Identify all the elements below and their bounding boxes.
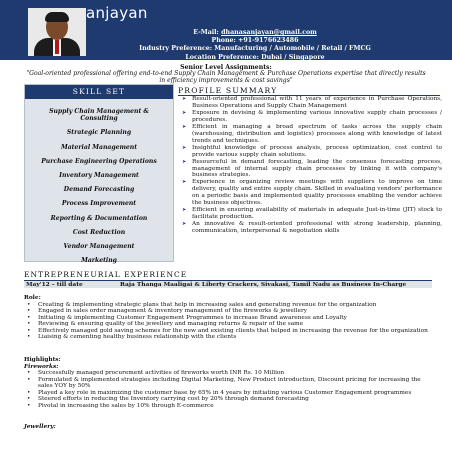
highlights-label: Highlights:	[24, 357, 61, 363]
skill-item: Demand Forecasting	[63, 186, 135, 194]
header-banner	[0, 0, 452, 60]
jewellery-section	[24, 424, 436, 431]
candidate-name: anjayan	[86, 4, 148, 22]
profile-summary-list	[182, 96, 442, 235]
profile-item: ➤ Result-oriented professional with 11 years of experience in Purchase Operations, Business Operations and Supply Chain Management	[182, 96, 442, 110]
skill-set-title: SKILL SET	[25, 85, 173, 99]
skill-item: Reporting & Documentation	[50, 214, 148, 222]
skill-item: Inventory Management	[59, 172, 139, 180]
profile-item: ➤ Resourceful in demand forecasting, leading the consensus forecasting process, management of internal supply chain processes by linking it with company's business strategies.	[182, 159, 442, 180]
role-label: Role:	[24, 295, 41, 301]
role-item: • Reviewing & ensuring quality of the jewellery and managing returns & repair of the same	[24, 321, 436, 328]
profile-item: ➤ Experience in organizing review meetings with suppliers to improve on time delivery, quality and entire supply chain. Skilled in evaluating vendors' performance on a periodic basis and implemented quality processes enabling the vendor achieve the business objectives.	[182, 179, 442, 207]
skill-item: Purchase Engineering Operations	[41, 157, 157, 165]
contact-block	[100, 29, 410, 62]
location-line: Location Preference: Dubai / Singapore	[185, 53, 325, 61]
profile-summary-title: PROFILE SUMMARY	[178, 86, 278, 95]
objective-statement: "Goal-oriented professional offering end-to-end Supply Chain Management & Purchase Operations expertise that directly results in efficiency improvements & cost savings"	[26, 70, 426, 85]
skill-item: Supply Chain Management & Consulting	[49, 108, 149, 123]
experience-header-bar	[24, 280, 432, 288]
industry-line: Industry Preference: Manufacturing / Automobile / Retail / FMCG	[139, 45, 371, 53]
email-link[interactable]: dhanasanjayan@gmail.com	[221, 29, 317, 36]
role-item: • Effectively managed gold saving schemes for the new and existing clients that helped in increasing the revenue for the organization	[24, 328, 436, 335]
profile-item: ➤ Exposure in devising & implementing various innovative supply chain processes / procedures.	[182, 110, 442, 124]
assignment-heading: Senior Level Assignments:	[180, 64, 272, 71]
experience-company: Raja Thanga Maaligai & Liberty Crackers, Sivakasi, Tamil Nadu as Business In-Charge	[120, 281, 407, 288]
phone-line: Phone: +91-9176623486	[211, 37, 299, 45]
highlight-item: • Played a key role in maximizing the customer base by 65% in 4 years by initiating various Customer Engagement programmes	[24, 390, 436, 397]
role-item: • Liaising & cementing healthy business relationship with the clients	[24, 334, 436, 341]
skill-item: Strategic Planning	[66, 129, 132, 137]
highlights-section	[24, 357, 436, 409]
experience-period: May'12 – till date	[26, 281, 83, 288]
skill-set-panel	[24, 84, 174, 265]
profile-photo	[28, 8, 86, 56]
experience-title: ENTREPRENEURIAL EXPERIENCE	[24, 270, 188, 279]
profile-item: ➤ Efficient in ensuring availability of materials in adequate Just-in-time (JIT) stock to facilitate production.	[182, 207, 442, 221]
highlight-item: • Successfully managed procurement activities of fireworks worth INR Rs. 10 Million	[24, 370, 436, 377]
role-item: • Creating & implementing strategic plans that help in increasing sales and generating revenue for the organization	[24, 302, 436, 309]
profile-item: ➤ Efficient in managing a broad spectrum of tasks across the supply chain (warehousing, distribution and logistics) processes along with knowledge of latest trends and techniques.	[182, 124, 442, 145]
role-section	[24, 295, 436, 341]
highlight-item: • Formulated & implemented strategies including Digital Marketing, New Product introduction, Discount pricing for increasing the sales YOY by 50%	[24, 377, 436, 390]
skill-item: Vendor Management	[63, 243, 135, 251]
profile-item: ➤ Insightful knowledge of process analysis, process optimization, cost control to provide various supply chain solutions.	[182, 145, 442, 159]
role-item: • Initiating & implementing Customer Engagement Programmes to increase Brand awareness and Loyalty	[24, 315, 436, 322]
skill-item: Marketing	[81, 257, 117, 265]
profile-item: ➤ An innovative & result-oriented professional with strong leadership, planning, communication, interpersonal & negotiation skills	[182, 221, 442, 235]
skill-item: Process Improvement	[61, 200, 137, 208]
skill-item: Material Management	[60, 143, 138, 151]
role-item: • Engaged in sales order management & inventory management of the fireworks & jewellery	[24, 308, 436, 315]
highlight-item: • Pivotal in increasing the sales by 10% through E-commerce	[24, 403, 436, 410]
jewellery-label: Jewellery:	[24, 424, 56, 430]
fireworks-label: Fireworks:	[24, 363, 59, 370]
email-line: E-Mail: dhanasanjayan@gmail.com	[193, 29, 317, 36]
highlight-item: • Steered efforts in reducing the Inventory carrying cost by 20% through demand forecasting	[24, 396, 436, 403]
skill-item: Cost Reduction	[72, 228, 126, 236]
